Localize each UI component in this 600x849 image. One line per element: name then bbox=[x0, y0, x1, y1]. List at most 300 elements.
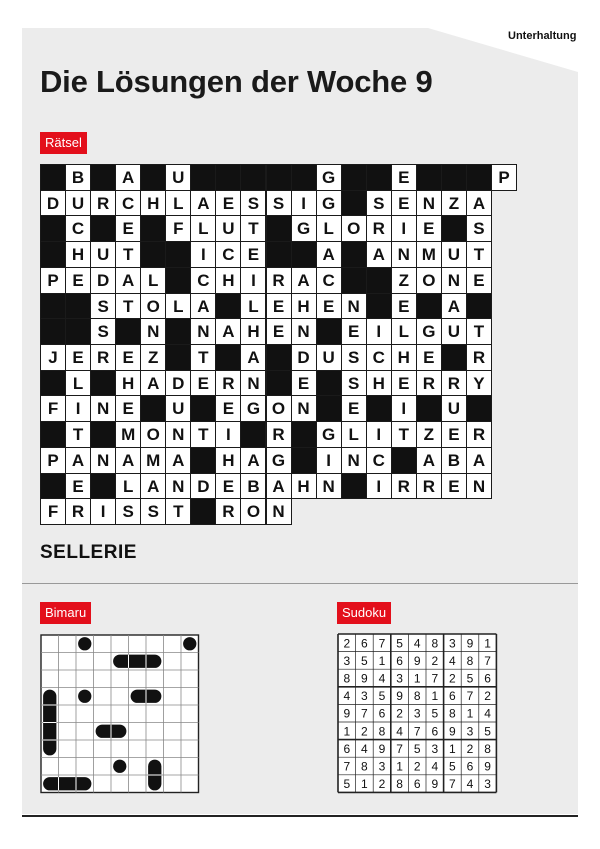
crossword-letter-cell: D bbox=[165, 370, 191, 397]
sudoku-digit: 8 bbox=[466, 653, 474, 668]
crossword-letter-cell: N bbox=[341, 447, 367, 474]
crossword-letter-cell: I bbox=[65, 395, 91, 422]
sudoku-digit: 1 bbox=[413, 671, 421, 686]
crossword-letter-cell: Z bbox=[140, 344, 166, 371]
crossword-letter-cell: A bbox=[441, 293, 467, 320]
crossword-black-cell bbox=[266, 164, 292, 191]
crossword-black-cell bbox=[266, 370, 292, 397]
crossword-letter-cell: E bbox=[391, 190, 417, 217]
crossword-letter-cell: P bbox=[40, 267, 66, 294]
crossword-black-cell bbox=[366, 293, 392, 320]
crossword-letter-cell: N bbox=[240, 370, 266, 397]
crossword-black-cell bbox=[316, 318, 342, 345]
crossword-letter-cell: Z bbox=[391, 267, 417, 294]
crossword-letter-cell: H bbox=[140, 190, 166, 217]
sudoku-digit: 1 bbox=[431, 689, 439, 704]
crossword-letter-cell: E bbox=[316, 293, 342, 320]
crossword-letter-cell: O bbox=[140, 293, 166, 320]
crossword-letter-cell: U bbox=[90, 241, 116, 268]
crossword-black-cell bbox=[90, 421, 116, 448]
crossword-letter-cell: T bbox=[115, 293, 141, 320]
sudoku-digit: 3 bbox=[361, 689, 368, 704]
sudoku-digit: 4 bbox=[378, 671, 386, 686]
crossword-letter-cell: R bbox=[466, 344, 492, 371]
sudoku-digit: 7 bbox=[449, 777, 456, 792]
section-label: Unterhaltung bbox=[508, 30, 577, 42]
crossword-letter-cell: S bbox=[140, 498, 166, 525]
crossword-letter-cell: L bbox=[240, 293, 266, 320]
sudoku-digit: 4 bbox=[361, 741, 368, 756]
crossword-black-cell bbox=[215, 293, 241, 320]
crossword-letter-cell: P bbox=[40, 447, 66, 474]
sudoku-digit: 9 bbox=[449, 724, 456, 739]
sudoku-digit: 3 bbox=[466, 724, 474, 739]
crossword-letter-cell: Z bbox=[416, 421, 442, 448]
crossword-letter-cell: H bbox=[215, 447, 241, 474]
crossword-letter-cell: S bbox=[341, 370, 367, 397]
page-title: Die Lösungen der Woche 9 bbox=[40, 64, 433, 99]
sudoku-digit: 3 bbox=[413, 706, 421, 721]
crossword-letter-cell: R bbox=[266, 421, 292, 448]
crossword-letter-cell: D bbox=[190, 473, 216, 500]
crossword-letter-cell: S bbox=[90, 318, 116, 345]
crossword-letter-cell: I bbox=[366, 473, 392, 500]
crossword-black-cell bbox=[366, 267, 392, 294]
crossword-letter-cell: G bbox=[316, 164, 342, 191]
crossword-black-cell bbox=[140, 215, 166, 242]
crossword-black-cell bbox=[115, 318, 141, 345]
sudoku-digit: 1 bbox=[343, 724, 351, 739]
crossword-letter-cell: E bbox=[391, 370, 417, 397]
crossword-letter-cell: R bbox=[391, 473, 417, 500]
crossword-letter-cell: U bbox=[316, 344, 342, 371]
crossword-letter-cell: E bbox=[65, 473, 91, 500]
crossword-letter-cell: I bbox=[90, 498, 116, 525]
crossword-black-cell bbox=[416, 395, 442, 422]
crossword-letter-cell: N bbox=[165, 473, 191, 500]
sudoku-digit: 6 bbox=[413, 777, 421, 792]
crossword-letter-cell: E bbox=[341, 318, 367, 345]
crossword-letter-cell: E bbox=[115, 215, 141, 242]
crossword-black-cell bbox=[165, 267, 191, 294]
crossword-letter-cell: B bbox=[240, 473, 266, 500]
crossword-letter-cell: O bbox=[416, 267, 442, 294]
bimaru-ship bbox=[183, 637, 196, 650]
crossword-letter-cell: E bbox=[391, 164, 417, 191]
crossword-letter-cell: G bbox=[240, 395, 266, 422]
crossword-letter-cell: U bbox=[441, 395, 467, 422]
crossword-letter-cell: E bbox=[115, 344, 141, 371]
crossword-letter-cell: N bbox=[341, 293, 367, 320]
crossword-letter-cell: L bbox=[391, 318, 417, 345]
crossword-letter-cell: S bbox=[115, 498, 141, 525]
sudoku-digit: 2 bbox=[396, 706, 403, 721]
crossword-letter-cell: S bbox=[341, 344, 367, 371]
crossword-letter-cell: L bbox=[341, 421, 367, 448]
crossword-black-cell bbox=[341, 267, 367, 294]
crossword-letter-cell: D bbox=[40, 190, 66, 217]
crossword-letter-cell: A bbox=[466, 447, 492, 474]
crossword-black-cell bbox=[266, 241, 292, 268]
crossword-black-cell bbox=[441, 164, 467, 191]
crossword-letter-cell: N bbox=[90, 395, 116, 422]
crossword-letter-cell: G bbox=[316, 190, 342, 217]
crossword-black-cell bbox=[266, 344, 292, 371]
bottom-rule bbox=[22, 815, 578, 817]
crossword-letter-cell: R bbox=[266, 267, 292, 294]
crossword-black-cell bbox=[316, 395, 342, 422]
crossword-letter-cell: R bbox=[65, 498, 91, 525]
crossword-letter-cell: E bbox=[291, 370, 317, 397]
crossword-letter-cell: T bbox=[65, 421, 91, 448]
crossword-letter-cell: L bbox=[316, 215, 342, 242]
crossword-letter-cell: O bbox=[266, 395, 292, 422]
crossword-letter-cell: H bbox=[215, 267, 241, 294]
crossword-black-cell bbox=[40, 473, 66, 500]
sudoku-digit: 6 bbox=[378, 706, 386, 721]
crossword-black-cell bbox=[341, 473, 367, 500]
crossword-letter-cell: E bbox=[240, 241, 266, 268]
crossword-letter-cell: H bbox=[291, 293, 317, 320]
crossword-letter-cell: E bbox=[441, 473, 467, 500]
crossword-letter-cell: B bbox=[65, 164, 91, 191]
crossword-letter-cell: H bbox=[240, 318, 266, 345]
sudoku-digit: 9 bbox=[431, 777, 439, 792]
crossword-black-cell bbox=[40, 164, 66, 191]
crossword-letter-cell: L bbox=[115, 473, 141, 500]
sudoku-digit: 4 bbox=[343, 689, 351, 704]
crossword-letter-cell: E bbox=[65, 344, 91, 371]
bimaru-ship bbox=[78, 690, 91, 703]
sudoku-digit: 3 bbox=[449, 636, 456, 651]
sudoku-digit: 4 bbox=[466, 777, 474, 792]
crossword-letter-cell: N bbox=[291, 395, 317, 422]
crossword-letter-cell: A bbox=[165, 447, 191, 474]
crossword-letter-cell: U bbox=[441, 318, 467, 345]
crossword-letter-cell: A bbox=[115, 164, 141, 191]
sudoku-label: Sudoku bbox=[337, 602, 391, 624]
crossword-letter-cell: A bbox=[140, 473, 166, 500]
sudoku-digit: 7 bbox=[361, 706, 368, 721]
crossword-letter-cell: R bbox=[441, 370, 467, 397]
sudoku-digit: 7 bbox=[396, 741, 403, 756]
sudoku-digit: 4 bbox=[431, 759, 439, 774]
sudoku-digit: 9 bbox=[484, 759, 491, 774]
crossword-letter-cell: E bbox=[266, 318, 292, 345]
crossword-letter-cell: R bbox=[90, 190, 116, 217]
crossword-letter-cell: E bbox=[441, 421, 467, 448]
crossword-black-cell bbox=[65, 293, 91, 320]
sudoku-digit: 1 bbox=[466, 706, 474, 721]
crossword-letter-cell: A bbox=[190, 293, 216, 320]
sudoku-digit: 2 bbox=[413, 759, 421, 774]
crossword-letter-cell: A bbox=[65, 447, 91, 474]
crossword-black-cell bbox=[190, 498, 216, 525]
crossword-letter-cell: U bbox=[65, 190, 91, 217]
crossword-letter-cell: N bbox=[190, 318, 216, 345]
crossword-black-cell bbox=[40, 421, 66, 448]
crossword-letter-cell: G bbox=[416, 318, 442, 345]
bimaru-ship bbox=[78, 637, 91, 650]
crossword-letter-cell: G bbox=[291, 215, 317, 242]
crossword-letter-cell: N bbox=[391, 241, 417, 268]
sudoku-digit: 2 bbox=[431, 653, 439, 668]
sudoku-digit: 8 bbox=[484, 741, 491, 756]
crossword-letter-cell: E bbox=[391, 293, 417, 320]
crossword-letter-cell: R bbox=[215, 370, 241, 397]
bimaru-ship bbox=[43, 777, 91, 790]
crossword-black-cell bbox=[341, 190, 367, 217]
crossword-letter-cell: A bbox=[240, 344, 266, 371]
crossword-letter-cell: G bbox=[266, 447, 292, 474]
sudoku-digit: 3 bbox=[378, 759, 386, 774]
sudoku-digit: 2 bbox=[466, 741, 474, 756]
crossword-letter-cell: N bbox=[266, 498, 292, 525]
crossword-letter-cell: S bbox=[366, 190, 392, 217]
crossword-black-cell bbox=[240, 421, 266, 448]
sudoku-digit: 5 bbox=[466, 671, 474, 686]
crossword-letter-cell: N bbox=[140, 318, 166, 345]
crossword-letter-cell: E bbox=[215, 395, 241, 422]
crossword-black-cell bbox=[190, 395, 216, 422]
sudoku-digit: 3 bbox=[484, 777, 491, 792]
sudoku-digit: 5 bbox=[413, 741, 421, 756]
bimaru-label: Bimaru bbox=[40, 602, 91, 624]
crossword-letter-cell: A bbox=[190, 190, 216, 217]
crossword-letter-cell: U bbox=[165, 395, 191, 422]
crossword-black-cell bbox=[316, 370, 342, 397]
sudoku-digit: 1 bbox=[396, 759, 403, 774]
crossword-letter-cell: A bbox=[366, 241, 392, 268]
crossword-letter-cell: R bbox=[416, 370, 442, 397]
crossword-black-cell bbox=[466, 395, 492, 422]
crossword-letter-cell: C bbox=[115, 190, 141, 217]
sudoku-digit: 4 bbox=[396, 724, 403, 739]
crossword-letter-cell: Y bbox=[466, 370, 492, 397]
crossword-black-cell bbox=[40, 241, 66, 268]
sudoku-digit: 6 bbox=[466, 759, 474, 774]
sudoku-digit: 9 bbox=[466, 636, 474, 651]
crossword-letter-cell: C bbox=[316, 267, 342, 294]
crossword-letter-cell: N bbox=[316, 473, 342, 500]
sudoku-digit: 8 bbox=[396, 777, 403, 792]
sudoku-digit: 2 bbox=[484, 689, 491, 704]
crossword-letter-cell: S bbox=[266, 190, 292, 217]
crossword-letter-cell: L bbox=[190, 215, 216, 242]
crossword-letter-cell: A bbox=[466, 190, 492, 217]
crossword-letter-cell: A bbox=[115, 447, 141, 474]
crossword-black-cell bbox=[40, 370, 66, 397]
sudoku-digit: 8 bbox=[343, 671, 351, 686]
sudoku-digit: 5 bbox=[449, 759, 456, 774]
sudoku-digit: 5 bbox=[378, 689, 386, 704]
sudoku-digit: 6 bbox=[431, 724, 439, 739]
crossword-black-cell bbox=[90, 370, 116, 397]
crossword-letter-cell: I bbox=[240, 267, 266, 294]
crossword-letter-cell: T bbox=[240, 215, 266, 242]
crossword-letter-cell: U bbox=[441, 241, 467, 268]
sudoku-digit: 9 bbox=[378, 741, 386, 756]
crossword-letter-cell: S bbox=[466, 215, 492, 242]
crossword-black-cell bbox=[291, 447, 317, 474]
sudoku-digit: 2 bbox=[361, 724, 368, 739]
crossword-letter-cell: I bbox=[391, 395, 417, 422]
sudoku-digit: 3 bbox=[396, 671, 403, 686]
crossword-black-cell bbox=[90, 473, 116, 500]
crossword-letter-cell: S bbox=[90, 293, 116, 320]
crossword-black-cell bbox=[441, 344, 467, 371]
crossword-letter-cell: R bbox=[215, 498, 241, 525]
sudoku-digit: 7 bbox=[431, 671, 439, 686]
crossword-letter-cell: A bbox=[316, 241, 342, 268]
crossword-letter-cell: H bbox=[366, 370, 392, 397]
crossword-letter-cell: R bbox=[466, 421, 492, 448]
sudoku-digit: 1 bbox=[361, 777, 368, 792]
crossword-letter-cell: R bbox=[366, 215, 392, 242]
crossword-letter-cell: F bbox=[40, 498, 66, 525]
sudoku-digit: 8 bbox=[431, 636, 439, 651]
crossword-letter-cell: A bbox=[140, 370, 166, 397]
crossword-black-cell bbox=[190, 164, 216, 191]
sudoku-digit: 5 bbox=[396, 636, 403, 651]
crossword-letter-cell: J bbox=[40, 344, 66, 371]
crossword-letter-cell: L bbox=[165, 293, 191, 320]
sudoku-digit: 2 bbox=[378, 777, 386, 792]
crossword-black-cell bbox=[291, 164, 317, 191]
crossword-black-cell bbox=[441, 215, 467, 242]
crossword-letter-cell: T bbox=[466, 318, 492, 345]
crossword-letter-cell: I bbox=[291, 190, 317, 217]
crossword-black-cell bbox=[291, 421, 317, 448]
crossword-letter-cell: A bbox=[240, 447, 266, 474]
crossword-black-cell bbox=[391, 447, 417, 474]
crossword-letter-cell: E bbox=[215, 473, 241, 500]
crossword-letter-cell: E bbox=[416, 215, 442, 242]
crossword-letter-cell: A bbox=[416, 447, 442, 474]
crossword-letter-cell: H bbox=[115, 370, 141, 397]
sudoku-digit: 2 bbox=[449, 671, 456, 686]
crossword-black-cell bbox=[65, 318, 91, 345]
crossword-letter-cell: B bbox=[441, 447, 467, 474]
crossword-letter-cell: N bbox=[416, 190, 442, 217]
sudoku-digit: 4 bbox=[449, 653, 456, 668]
crossword-letter-cell: A bbox=[115, 267, 141, 294]
crossword-letter-cell: L bbox=[165, 190, 191, 217]
crossword-letter-cell: S bbox=[240, 190, 266, 217]
crossword-letter-cell: C bbox=[190, 267, 216, 294]
crossword-letter-cell: E bbox=[190, 370, 216, 397]
crossword-letter-cell: E bbox=[466, 267, 492, 294]
crossword-letter-cell: H bbox=[391, 344, 417, 371]
crossword-black-cell bbox=[266, 215, 292, 242]
crossword-black-cell bbox=[165, 318, 191, 345]
sudoku-digit: 7 bbox=[484, 653, 491, 668]
sudoku-digit: 5 bbox=[484, 724, 491, 739]
bimaru-ship bbox=[113, 655, 161, 668]
crossword-letter-cell: T bbox=[190, 344, 216, 371]
sudoku-solution-grid bbox=[337, 633, 498, 794]
crossword-letter-cell: E bbox=[115, 395, 141, 422]
crossword-letter-cell: N bbox=[441, 267, 467, 294]
crossword-letter-cell: T bbox=[165, 498, 191, 525]
crossword-letter-cell: T bbox=[115, 241, 141, 268]
crossword-black-cell bbox=[341, 164, 367, 191]
sudoku-digit: 9 bbox=[413, 653, 421, 668]
crossword-letter-cell: O bbox=[240, 498, 266, 525]
crossword-black-cell bbox=[40, 215, 66, 242]
crossword-letter-cell: I bbox=[316, 447, 342, 474]
sudoku-digit: 3 bbox=[431, 741, 439, 756]
crossword-black-cell bbox=[240, 164, 266, 191]
crossword-black-cell bbox=[140, 241, 166, 268]
sudoku-digit: 6 bbox=[396, 653, 403, 668]
sudoku-digit: 3 bbox=[343, 653, 351, 668]
sudoku-digit: 7 bbox=[378, 636, 386, 651]
crossword-letter-cell: F bbox=[165, 215, 191, 242]
crossword-black-cell bbox=[40, 318, 66, 345]
crossword-letter-cell: C bbox=[215, 241, 241, 268]
crossword-letter-cell: G bbox=[316, 421, 342, 448]
sudoku-digit: 4 bbox=[413, 636, 421, 651]
crossword-black-cell bbox=[466, 293, 492, 320]
crossword-letter-cell: R bbox=[90, 344, 116, 371]
crossword-letter-cell: O bbox=[341, 215, 367, 242]
crossword-letter-cell: N bbox=[466, 473, 492, 500]
crossword-letter-cell: E bbox=[266, 293, 292, 320]
crossword-letter-cell: E bbox=[416, 344, 442, 371]
crossword-letter-cell: D bbox=[291, 344, 317, 371]
crossword-letter-cell: A bbox=[291, 267, 317, 294]
crossword-black-cell bbox=[140, 164, 166, 191]
sudoku-digit: 6 bbox=[361, 636, 368, 651]
crossword-letter-cell: E bbox=[65, 267, 91, 294]
crossword-letter-cell: H bbox=[65, 241, 91, 268]
crossword-solution-grid bbox=[40, 164, 510, 524]
crossword-black-cell bbox=[466, 164, 492, 191]
sudoku-digit: 4 bbox=[484, 706, 491, 721]
sudoku-digit: 7 bbox=[343, 759, 351, 774]
crossword-letter-cell: I bbox=[391, 215, 417, 242]
crossword-black-cell bbox=[90, 164, 116, 191]
sudoku-digit: 8 bbox=[361, 759, 368, 774]
sudoku-digit: 8 bbox=[378, 724, 386, 739]
crossword-letter-cell: Z bbox=[441, 190, 467, 217]
crossword-black-cell bbox=[165, 241, 191, 268]
crossword-letter-cell: U bbox=[215, 215, 241, 242]
sudoku-digit: 5 bbox=[361, 653, 368, 668]
sudoku-digit: 2 bbox=[343, 636, 351, 651]
sudoku-digit: 5 bbox=[343, 777, 351, 792]
crossword-letter-cell: N bbox=[291, 318, 317, 345]
sudoku-digit: 7 bbox=[413, 724, 421, 739]
crossword-letter-cell: T bbox=[466, 241, 492, 268]
crossword-letter-cell: T bbox=[190, 421, 216, 448]
crossword-letter-cell: N bbox=[165, 421, 191, 448]
sudoku-digit: 1 bbox=[484, 636, 491, 651]
crossword-letter-cell: L bbox=[140, 267, 166, 294]
sudoku-digit: 8 bbox=[413, 689, 421, 704]
crossword-black-cell bbox=[40, 293, 66, 320]
crossword-letter-cell: L bbox=[65, 370, 91, 397]
crossword-black-cell bbox=[165, 344, 191, 371]
crossword-letter-cell: O bbox=[140, 421, 166, 448]
sudoku-digit: 5 bbox=[431, 706, 439, 721]
crossword-letter-cell: C bbox=[65, 215, 91, 242]
crossword-letter-cell: C bbox=[366, 344, 392, 371]
crossword-black-cell bbox=[190, 447, 216, 474]
crossword-letter-cell: N bbox=[90, 447, 116, 474]
crossword-black-cell bbox=[140, 395, 166, 422]
